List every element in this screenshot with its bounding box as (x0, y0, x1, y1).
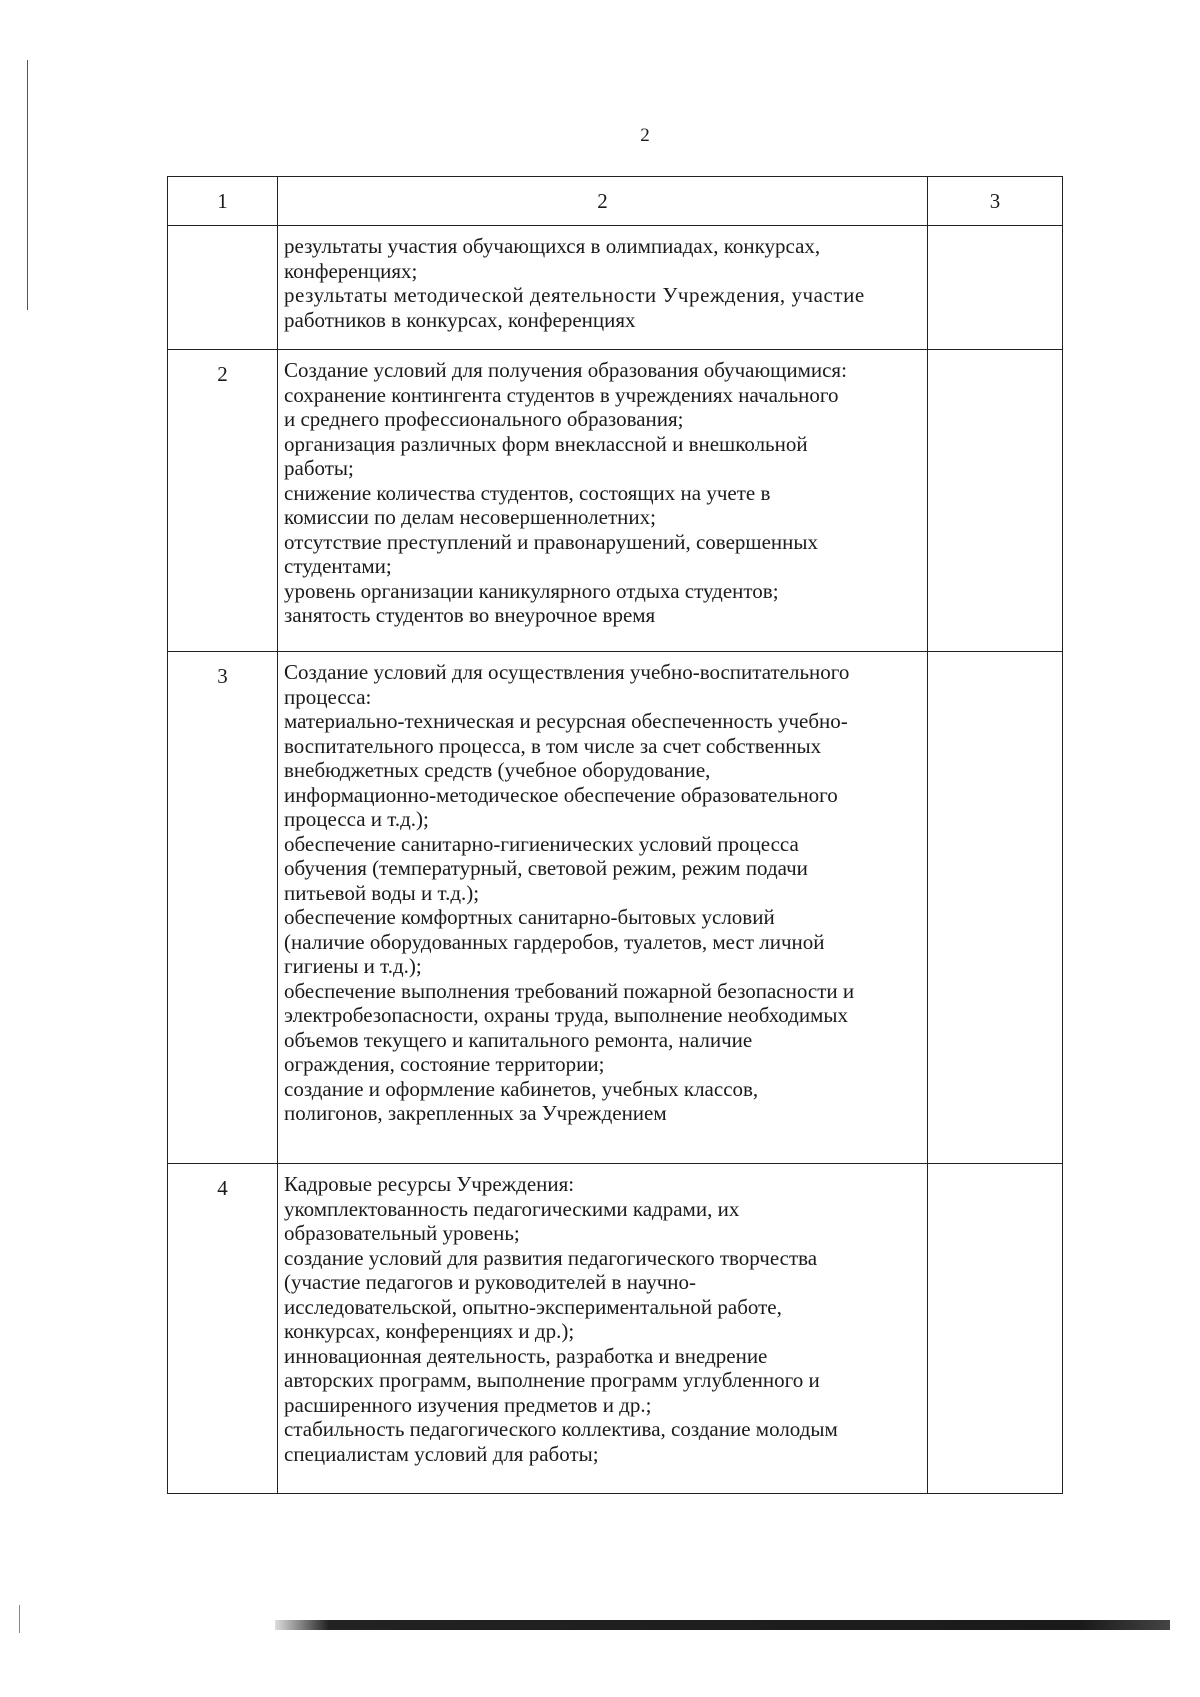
row-line: инновационная деятельность, разработка и внедрение (284, 1343, 768, 1368)
row-line: (участие педагогов и руководителей в научно- (284, 1270, 696, 1294)
header-cell-3: 3 (928, 177, 1063, 226)
row-line: авторских программ, выполнение программ углубленного и (284, 1368, 820, 1392)
row-line: работы; (284, 456, 354, 480)
row-line: обеспечение комфортных санитарно-бытовых условий (284, 905, 775, 929)
header-cell-1: 1 (168, 177, 278, 226)
row-line: снижение количества студентов, состоящих на учете в (284, 480, 771, 505)
row-line: укомплектованность педагогическими кадрами, их (284, 1196, 740, 1221)
row-number (168, 226, 278, 350)
table-header-row (168, 177, 1063, 226)
row-line: организация различных форм внеклассной и внешкольной (284, 431, 808, 456)
header-cell-2: 2 (278, 177, 928, 226)
row-text (278, 1164, 928, 1494)
row-line: результаты методической деятельности Учреждения, участие (284, 283, 865, 307)
row-line: расширенного изучения предметов и др.; (284, 1392, 652, 1417)
row-col3 (928, 350, 1063, 652)
row-line: обеспечение выполнения требований пожарной безопасности и (284, 978, 855, 1003)
row-line: конференциях; (284, 258, 418, 283)
row-line: полигонов, закрепленных за Учреждением (284, 1101, 667, 1125)
row-line: занятость студентов во внеурочное время (284, 603, 656, 627)
criteria-table (167, 176, 1063, 1494)
row-line: сохранение контингента студентов в учреждениях начального (284, 382, 839, 407)
row-col3 (928, 652, 1063, 1164)
row-number: 2 (168, 350, 278, 652)
page-number: 2 (640, 125, 650, 146)
row-line: ограждения, состояние территории; (284, 1052, 605, 1076)
table-row (168, 350, 1063, 652)
row-text (278, 652, 928, 1164)
row-line: образовательный уровень; (284, 1221, 520, 1245)
row-line: комиссии по делам несовершеннолетних; (284, 505, 656, 529)
row-line: специалистам условий для работы; (284, 1441, 599, 1466)
row-line: объемов текущего и капитального ремонта, наличие (284, 1027, 753, 1052)
row-line: электробезопасности, охраны труда, выполнение необходимых (284, 1003, 848, 1027)
row-col3 (928, 226, 1063, 350)
row-line: работников в конкурсах, конференциях (284, 307, 636, 332)
row-line: питьевой воды и т.д.); (284, 880, 480, 905)
row-line: гигиены и т.д.); (284, 954, 422, 978)
row-line: воспитательного процесса, в том числе за счет собственных (284, 733, 822, 758)
row-line: конкурсах, конференциях и др.); (284, 1319, 575, 1343)
row-line: процесса: (284, 684, 372, 709)
table-row (168, 226, 1063, 350)
row-line: (наличие оборудованных гардеробов, туалетов, мест личной (284, 929, 825, 954)
row-col3 (928, 1164, 1063, 1494)
table-row (168, 1164, 1063, 1494)
row-line: создание условий для развития педагогического творчества (284, 1245, 818, 1270)
row-line: отсутствие преступлений и правонарушений, совершенных (284, 529, 818, 554)
scan-edge-bar (275, 1620, 1170, 1630)
row-line: уровень организации каникулярного отдыха студентов; (284, 578, 779, 603)
row-number: 3 (168, 652, 278, 1164)
row-line: Создание условий для осуществления учебно-воспитательного (284, 660, 850, 684)
row-line: материально-техническая и ресурсная обеспеченность учебно- (284, 709, 848, 733)
row-line: обеспечение санитарно-гигиенических условий процесса (284, 831, 799, 856)
table-row (168, 652, 1063, 1164)
row-line: исследовательской, опытно-экспериментальной работе, (284, 1294, 782, 1319)
row-line: стабильность педагогического коллектива, создание молодым (284, 1417, 838, 1441)
row-line: и среднего профессионального образования; (284, 407, 684, 431)
row-line: результаты участия обучающихся в олимпиадах, конкурсах, (284, 234, 821, 258)
row-line: студентами; (284, 554, 392, 578)
row-line: внебюджетных средств (учебное оборудование, (284, 758, 711, 782)
scan-edge-mark-bottom (19, 1605, 20, 1633)
row-line: обучения (температурный, световой режим, режим подачи (284, 856, 808, 880)
row-line: процесса и т.д.); (284, 807, 429, 831)
row-line: информационно-методическое обеспечение образовательного (284, 782, 838, 807)
row-text (278, 226, 928, 350)
scan-edge-mark (27, 60, 28, 310)
row-text (278, 350, 928, 652)
row-line: Создание условий для получения образования обучающимися: (284, 358, 847, 382)
row-line: создание и оформление кабинетов, учебных классов, (284, 1076, 759, 1101)
row-number: 4 (168, 1164, 278, 1494)
row-line: Кадровые ресурсы Учреждения: (284, 1172, 575, 1196)
